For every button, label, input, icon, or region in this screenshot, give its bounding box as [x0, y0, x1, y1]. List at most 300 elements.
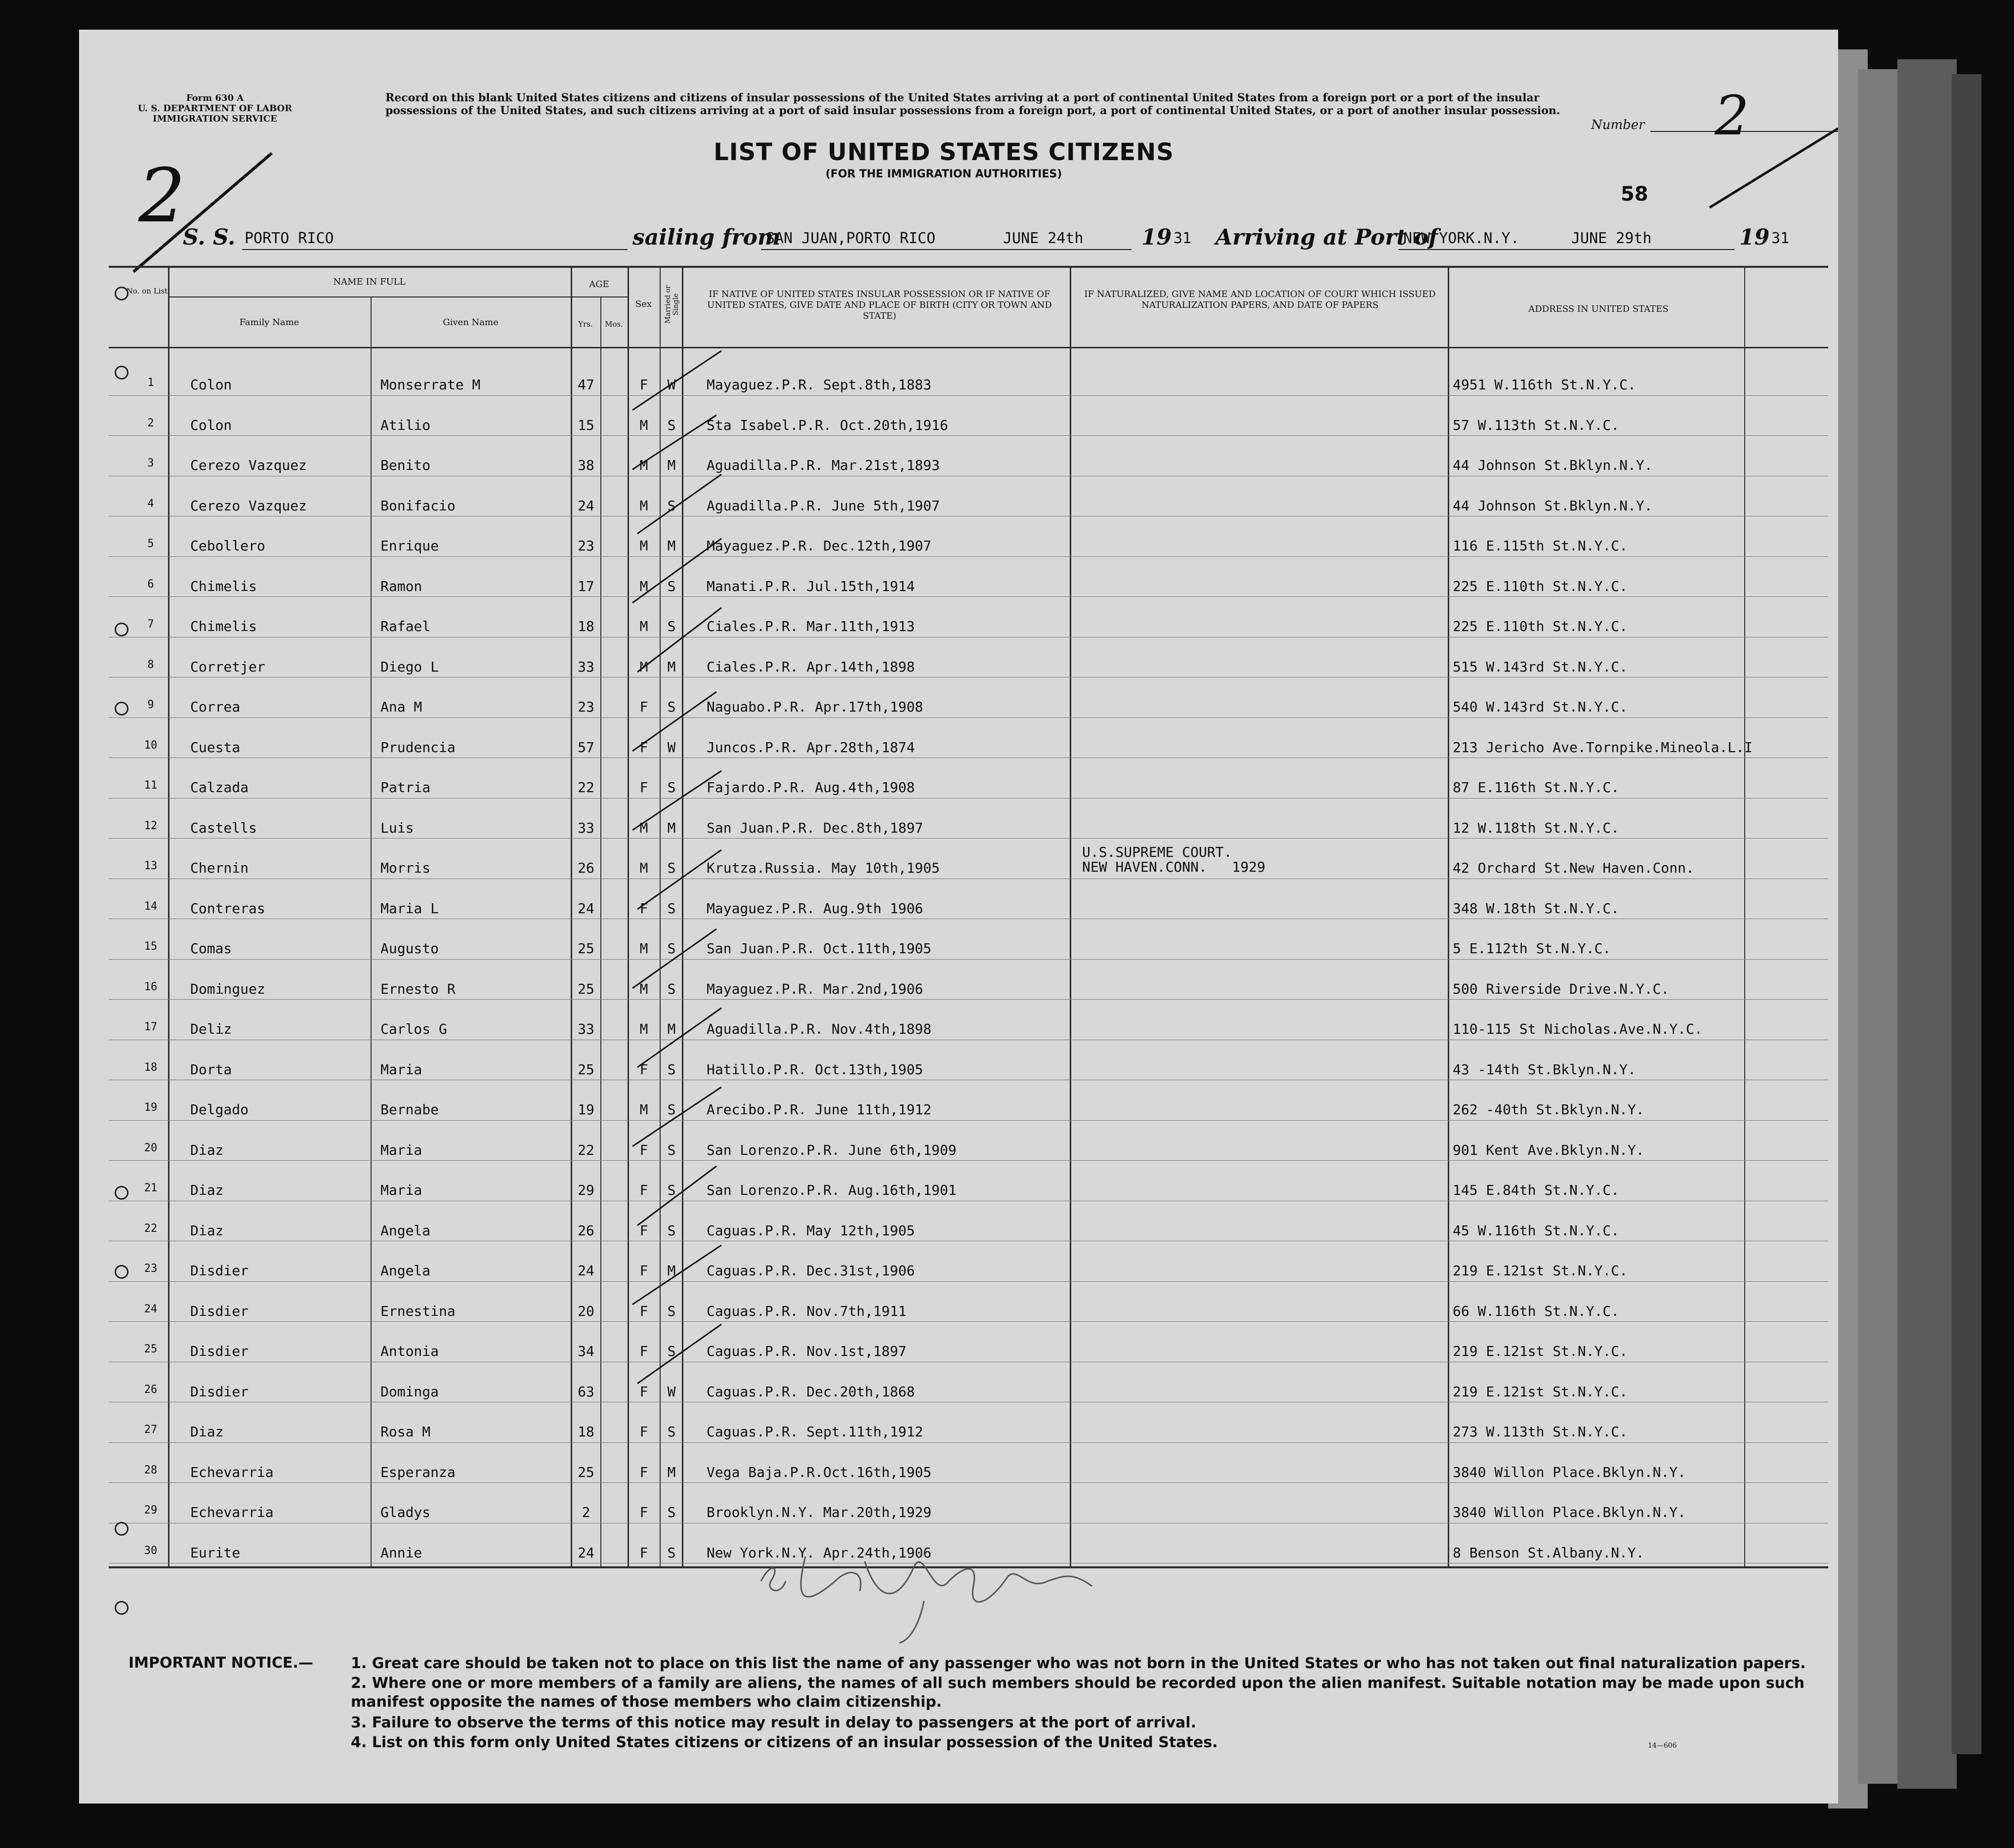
binding-hole — [115, 1522, 128, 1536]
row-rule — [109, 1120, 1828, 1121]
cell-birth: Juncos.P.R. Apr.28th,1874 — [707, 739, 915, 756]
cell-given: Annie — [380, 1544, 422, 1561]
cell-birth: Hatillo.P.R. Oct.13th,1905 — [707, 1061, 923, 1078]
header-bottom-line — [109, 347, 1828, 348]
handwritten-slash — [124, 148, 282, 277]
cell-sex: M — [639, 658, 648, 675]
page-subtitle: (FOR THE IMMIGRATION AUTHORITIES) — [825, 168, 1062, 180]
cell-family: Dominguez — [190, 980, 265, 997]
cell-ms: M — [667, 457, 676, 473]
cell-age: 25 — [578, 1464, 594, 1480]
cell-sex: F — [639, 1141, 648, 1158]
cell-sex: F — [639, 1504, 648, 1520]
cell-no: 23 — [144, 1262, 158, 1275]
cell-family: Disdier — [190, 1302, 249, 1319]
cell-ms: W — [667, 377, 676, 393]
departure-year: 31 — [1174, 230, 1192, 247]
cell-sex: M — [639, 618, 648, 634]
cell-address: 540 W.143rd St.N.Y.C. — [1453, 699, 1628, 715]
cell-birth: Mayaguez.P.R. Sept.8th,1883 — [707, 377, 932, 393]
page-stack-edge — [1858, 69, 1902, 1784]
cell-family: Disdier — [190, 1383, 249, 1400]
cell-address: 110-115 St Nicholas.Ave.N.Y.C. — [1453, 1021, 1703, 1037]
cell-sex: M — [639, 980, 648, 997]
cell-birth: Mayaguez.P.R. Aug.9th 1906 — [707, 900, 923, 917]
column-divider — [600, 296, 601, 1566]
cell-age: 15 — [578, 417, 594, 433]
column-divider — [1070, 267, 1071, 1566]
cell-address: 219 E.121st St.N.Y.C. — [1453, 1343, 1628, 1359]
cell-ms: W — [667, 739, 676, 756]
cell-age: 24 — [578, 900, 594, 917]
number-label: Number — [1591, 118, 1645, 132]
cell-age: 19 — [578, 1101, 594, 1118]
cell-family: Echevarria — [190, 1464, 274, 1480]
cell-family: Contreras — [190, 900, 265, 917]
cell-family: Disdier — [190, 1343, 249, 1359]
cell-ms: M — [667, 819, 676, 836]
cell-ms: S — [667, 699, 676, 715]
cell-address: 273 W.113th St.N.Y.C. — [1453, 1424, 1628, 1440]
cell-family: Chernin — [190, 860, 249, 876]
departure-line — [761, 249, 1132, 250]
binding-hole — [115, 702, 128, 715]
cell-ms: S — [667, 779, 676, 796]
cell-age: 25 — [578, 1061, 594, 1078]
cell-family: Diaz — [190, 1222, 224, 1239]
header-name-in-full: NAME IN FULL — [333, 277, 406, 287]
department: U. S. DEPARTMENT OF LABOR — [137, 103, 293, 114]
cell-sex: M — [639, 457, 648, 473]
arrival-year: 31 — [1771, 230, 1790, 247]
year-prefix: 19 — [1739, 225, 1770, 250]
cell-address: 3840 Willon Place.Bklyn.N.Y. — [1453, 1464, 1686, 1480]
arrival-line — [1398, 249, 1734, 250]
cell-family: Corretjer — [190, 658, 265, 675]
notice-item: 3. Failure to observe the terms of this notice may result in delay to passengers at the port of arrival. — [351, 1714, 1196, 1731]
cell-sex: M — [639, 860, 648, 876]
cell-birth: Caguas.P.R. Dec.31st,1906 — [707, 1262, 915, 1279]
cell-address: 348 W.18th St.N.Y.C. — [1453, 900, 1620, 917]
cell-family: Cuesta — [190, 739, 241, 756]
cell-sex: F — [639, 1464, 648, 1480]
cell-age: 18 — [578, 1424, 594, 1440]
cell-address: 213 Jericho Ave.Tornpike.Mineola.L.I — [1453, 739, 1753, 756]
cell-ms: M — [667, 1262, 676, 1279]
row-rule — [109, 1160, 1828, 1161]
cell-age: 22 — [578, 1141, 594, 1158]
handwritten-check-marks — [623, 346, 731, 1532]
cell-no: 19 — [144, 1101, 158, 1114]
cell-age: 24 — [578, 1262, 594, 1279]
cell-sex: F — [639, 739, 648, 756]
row-rule — [109, 717, 1828, 718]
cell-ms: S — [667, 578, 676, 594]
cell-sex: F — [639, 1424, 648, 1440]
cell-given: Maria — [380, 1141, 422, 1158]
cell-no: 24 — [144, 1302, 158, 1315]
cell-ms: S — [667, 618, 676, 634]
cell-birth: Caguas.P.R. Nov.1st,1897 — [707, 1343, 907, 1359]
cell-family: Colon — [190, 417, 232, 433]
ship-line — [242, 249, 628, 250]
cell-age: 34 — [578, 1343, 594, 1359]
page-title: LIST OF UNITED STATES CITIZENS — [713, 138, 1174, 166]
cell-ms: S — [667, 497, 676, 514]
notice-item: 1. Great care should be taken not to place on this list the name of any passenger who was not born in the United States or who has not taken out final naturalization papers. — [351, 1655, 1806, 1672]
cell-birth: Caguas.P.R. May 12th,1905 — [707, 1222, 915, 1239]
cell-family: Chimelis — [190, 578, 257, 594]
cell-address: 225 E.110th St.N.Y.C. — [1453, 578, 1628, 594]
row-rule — [109, 1482, 1828, 1483]
cell-sex: F — [639, 900, 648, 917]
cell-ms: S — [667, 1343, 676, 1359]
cell-sex: M — [639, 1021, 648, 1037]
cell-family: Comas — [190, 940, 232, 957]
page-stack-edge — [1897, 59, 1957, 1789]
cell-no: 16 — [144, 980, 158, 993]
cell-sex: M — [639, 578, 648, 594]
cell-no: 4 — [147, 497, 154, 510]
cell-age: 20 — [578, 1302, 594, 1319]
cell-age: 26 — [578, 1222, 594, 1239]
notice-item: 4. List on this form only United States citizens or citizens of an insular possession of the United States. — [351, 1734, 1218, 1751]
departure-date: JUNE 24th — [1003, 230, 1084, 247]
cell-ms: S — [667, 980, 676, 997]
cell-given: Enrique — [380, 538, 439, 554]
cell-address: 43 -14th St.Bklyn.N.Y. — [1453, 1061, 1636, 1078]
cell-sex: M — [639, 497, 648, 514]
cell-ms: S — [667, 1101, 676, 1118]
cell-no: 17 — [144, 1021, 158, 1033]
cell-no: 30 — [144, 1544, 158, 1557]
cell-given: Rosa M — [380, 1424, 431, 1440]
cell-age: 26 — [578, 860, 594, 876]
cell-birth: Ciales.P.R. Mar.11th,1913 — [707, 618, 915, 634]
cell-age: 23 — [578, 699, 594, 715]
cell-sex: M — [639, 819, 648, 836]
cell-no: 21 — [144, 1182, 158, 1194]
cell-ms: S — [667, 1302, 676, 1319]
cell-birth: Naguabo.P.R. Apr.17th,1908 — [707, 699, 923, 715]
cell-sex: M — [639, 1101, 648, 1118]
cell-address: 12 W.118th St.N.Y.C. — [1453, 819, 1620, 836]
cell-age: 22 — [578, 779, 594, 796]
manifest-page — [79, 30, 1838, 1804]
cell-birth: San Lorenzo.P.R. Aug.16th,1901 — [707, 1182, 957, 1198]
cell-address: 219 E.121st St.N.Y.C. — [1453, 1383, 1628, 1400]
cell-sex: F — [639, 377, 648, 393]
sailing-label: sailing from — [632, 225, 781, 250]
cell-no: 12 — [144, 819, 158, 832]
cell-address: 8 Benson St.Albany.N.Y. — [1453, 1544, 1644, 1561]
cell-sex: F — [639, 1262, 648, 1279]
cell-age: 23 — [578, 538, 594, 554]
binding-hole — [115, 623, 128, 636]
row-rule — [109, 999, 1828, 1000]
handwritten-slash — [1700, 119, 1838, 217]
cell-family: Cebollero — [190, 538, 265, 554]
cell-birth: Sta Isabel.P.R. Oct.20th,1916 — [707, 417, 948, 433]
cell-given: Morris — [380, 860, 431, 876]
cell-family: Colon — [190, 377, 232, 393]
cell-no: 29 — [144, 1504, 158, 1516]
cell-age: 24 — [578, 1544, 594, 1561]
cell-ms: S — [667, 1504, 676, 1520]
header-sex: Sex — [635, 299, 652, 309]
cell-given: Gladys — [380, 1504, 431, 1520]
cell-age: 47 — [578, 377, 594, 393]
cell-given: Patria — [380, 779, 431, 796]
cell-ms: S — [667, 860, 676, 876]
header-mos: Mos. — [605, 320, 623, 329]
cell-ms: S — [667, 1544, 676, 1561]
cell-address: 4951 W.116th St.N.Y.C. — [1453, 377, 1636, 393]
cell-age: 29 — [578, 1182, 594, 1198]
number-value: 2 — [1715, 84, 1749, 147]
cell-family: Cerezo Vazquez — [190, 497, 307, 514]
column-divider — [371, 296, 372, 1566]
cell-address: 45 W.116th St.N.Y.C. — [1453, 1222, 1620, 1239]
cell-ms: M — [667, 538, 676, 554]
cell-birth: Caguas.P.R. Sept.11th,1912 — [707, 1424, 923, 1440]
cell-birth: Mayaguez.P.R. Dec.12th,1907 — [707, 538, 932, 554]
inspector-signature — [751, 1527, 1107, 1645]
row-rule — [109, 959, 1828, 960]
cell-ms: S — [667, 1141, 676, 1158]
cell-given: Bernabe — [380, 1101, 439, 1118]
cell-given: Rafael — [380, 618, 431, 634]
header-address: ADDRESS IN UNITED STATES — [1528, 304, 1669, 314]
cell-no: 22 — [144, 1222, 158, 1235]
header-yrs: Yrs. — [578, 320, 593, 329]
cell-birth: Manati.P.R. Jul.15th,1914 — [707, 578, 915, 594]
notice-heading: IMPORTANT NOTICE.— — [128, 1654, 313, 1672]
column-divider — [1448, 267, 1449, 1566]
cell-ms: S — [667, 1061, 676, 1078]
cell-birth: Arecibo.P.R. June 11th,1912 — [707, 1101, 932, 1118]
row-rule — [109, 395, 1828, 396]
cell-birth: Krutza.Russia. May 10th,1905 — [707, 860, 940, 876]
cell-sex: F — [639, 779, 648, 796]
cell-ms: S — [667, 940, 676, 957]
cell-sex: F — [639, 1061, 648, 1078]
cell-ms: S — [667, 417, 676, 433]
cell-nat: U.S.SUPREME COURT. NEW HAVEN.CONN. 1929 — [1082, 844, 1265, 875]
cell-ms: W — [667, 1383, 676, 1400]
cell-family: Echevarria — [190, 1504, 274, 1520]
arrival-port: NEW YORK.N.Y. — [1403, 230, 1519, 247]
cell-family: Correa — [190, 699, 241, 715]
cell-ms: S — [667, 1222, 676, 1239]
cell-birth: Brooklyn.N.Y. Mar.20th,1929 — [707, 1504, 932, 1520]
cell-family: Delgado — [190, 1101, 249, 1118]
cell-address: 219 E.121st St.N.Y.C. — [1453, 1262, 1628, 1279]
row-rule — [109, 1321, 1828, 1322]
cell-ms: S — [667, 1424, 676, 1440]
cell-family: Diaz — [190, 1141, 224, 1158]
cell-address: 3840 Willon Place.Bklyn.N.Y. — [1453, 1504, 1686, 1520]
cell-sex: M — [639, 538, 648, 554]
cell-address: 87 E.116th St.N.Y.C. — [1453, 779, 1620, 796]
cell-family: Chimelis — [190, 618, 257, 634]
notice-item: 2. Where one or more members of a family are aliens, the names of all such members should be recorded upon the alien manifest. Suitable notation may be made upon such manifest opposite the names of those members who claim citizenship. — [351, 1675, 1805, 1711]
departure-port: SAN JUAN,PORTO RICO — [766, 230, 936, 247]
page-stack-edge — [1952, 74, 1981, 1754]
cell-no: 26 — [144, 1383, 158, 1396]
binding-hole — [115, 1265, 128, 1279]
header-birth: IF NATIVE OF UNITED STATES INSULAR POSSESSION OR IF NATIVE OF UNITED STATES, GIVE DATE AND PLACE OF BIRTH (CITY OR TOWN AND STATE) — [707, 289, 1052, 321]
ss-label: S. S. — [183, 225, 236, 250]
cell-no: 28 — [144, 1464, 158, 1476]
row-rule — [109, 596, 1828, 597]
cell-birth: Mayaguez.P.R. Mar.2nd,1906 — [707, 980, 923, 997]
row-rule — [109, 556, 1828, 557]
form-code: 14—606 — [1648, 1742, 1677, 1750]
header-naturalization: IF NATURALIZED, GIVE NAME AND LOCATION OF COURT WHICH ISSUED NATURALIZATION PAPERS, AND DATE OF PAPERS — [1084, 289, 1436, 310]
year-prefix: 19 — [1141, 225, 1172, 250]
cell-address: 262 -40th St.Bklyn.N.Y. — [1453, 1101, 1644, 1118]
binding-hole — [115, 287, 128, 300]
cell-age: 57 — [578, 739, 594, 756]
cell-sex: F — [639, 1343, 648, 1359]
cell-age: 33 — [578, 658, 594, 675]
cell-given: Bonifacio — [380, 497, 456, 514]
cell-age: 25 — [578, 980, 594, 997]
cell-ms: M — [667, 1464, 676, 1480]
service: IMMIGRATION SERVICE — [153, 114, 277, 124]
cell-sex: F — [639, 699, 648, 715]
form-number: Form 630 A — [186, 93, 244, 103]
cell-ms: M — [667, 658, 676, 675]
cell-no: 10 — [144, 739, 158, 752]
header-given-name: Given Name — [443, 317, 499, 328]
cell-no: 9 — [147, 699, 154, 711]
cell-address: 44 Johnson St.Bklyn.N.Y. — [1453, 457, 1653, 473]
cell-birth: Caguas.P.R. Nov.7th,1911 — [707, 1302, 907, 1319]
cell-given: Maria L — [380, 900, 439, 917]
cell-birth: Aguadilla.P.R. June 5th,1907 — [707, 497, 940, 514]
cell-no: 11 — [144, 779, 158, 792]
cell-age: 38 — [578, 457, 594, 473]
cell-given: Ana M — [380, 699, 422, 715]
cell-family: Dorta — [190, 1061, 232, 1078]
cell-no: 13 — [144, 860, 158, 872]
cell-family: Diaz — [190, 1182, 224, 1198]
page-stamp: 58 — [1621, 183, 1648, 206]
handwritten-corner-mark: 2 — [138, 153, 186, 239]
cell-age: 25 — [578, 940, 594, 957]
cell-no: 25 — [144, 1343, 158, 1355]
cell-sex: M — [639, 940, 648, 957]
header-no-on-list: No. on List — [126, 287, 168, 295]
cell-no: 3 — [147, 457, 154, 469]
cell-given: Ramon — [380, 578, 422, 594]
cell-no: 27 — [144, 1424, 158, 1436]
cell-no: 7 — [147, 618, 154, 630]
arrival-date: JUNE 29th — [1571, 230, 1652, 247]
cell-birth: Aguadilla.P.R. Mar.21st,1893 — [707, 457, 940, 473]
cell-birth: Caguas.P.R. Dec.20th,1868 — [707, 1383, 915, 1400]
cell-sex: M — [639, 417, 648, 433]
cell-sex: F — [639, 1182, 648, 1198]
binding-hole — [115, 366, 128, 379]
cell-sex: F — [639, 1383, 648, 1400]
cell-given: Angela — [380, 1262, 431, 1279]
cell-birth: San Juan.P.R. Oct.11th,1905 — [707, 940, 932, 957]
cell-family: Diaz — [190, 1424, 224, 1440]
cell-age: 17 — [578, 578, 594, 594]
cell-address: 901 Kent Ave.Bklyn.N.Y. — [1453, 1141, 1644, 1158]
cell-address: 515 W.143rd St.N.Y.C. — [1453, 658, 1628, 675]
cell-sex: F — [639, 1222, 648, 1239]
cell-sex: F — [639, 1544, 648, 1561]
row-rule — [109, 838, 1828, 839]
arriving-label: Arriving at Port of — [1216, 225, 1438, 250]
cell-address: 225 E.110th St.N.Y.C. — [1453, 618, 1628, 634]
cell-address: 145 E.84th St.N.Y.C. — [1453, 1182, 1620, 1198]
cell-sex: F — [639, 1302, 648, 1319]
cell-given: Maria — [380, 1182, 422, 1198]
table-top-border — [109, 266, 1828, 268]
header-married-single: Married or Single — [664, 285, 680, 324]
cell-no: 15 — [144, 940, 158, 953]
cell-no: 20 — [144, 1141, 158, 1154]
row-rule — [109, 435, 1828, 436]
cell-address: 42 Orchard St.New Haven.Conn. — [1453, 860, 1694, 876]
cell-given: Luis — [380, 819, 414, 836]
cell-given: Monserrate M — [380, 377, 481, 393]
row-rule — [109, 1442, 1828, 1443]
header-family-name: Family Name — [239, 317, 299, 328]
cell-no: 1 — [147, 377, 154, 389]
preamble-text: Record on this blank United States citizens and citizens of insular possessions of the United States arriving at a port of continental United States from a foreign port or a port of the insular possessions of the United States, and such citizens arriving at a port of said insular possessions from a foreign port, a port of continental United States, or a port of another insular possession. — [385, 91, 1560, 117]
cell-no: 2 — [147, 417, 154, 429]
cell-age: 33 — [578, 819, 594, 836]
cell-birth: San Juan.P.R. Dec.8th,1897 — [707, 819, 923, 836]
cell-address: 5 E.112th St.N.Y.C. — [1453, 940, 1611, 957]
cell-ms: S — [667, 1182, 676, 1198]
cell-birth: Fajardo.P.R. Aug.4th,1908 — [707, 779, 915, 796]
cell-no: 8 — [147, 658, 154, 671]
cell-no: 6 — [147, 578, 154, 590]
header-sub-line — [168, 296, 628, 297]
cell-no: 5 — [147, 538, 154, 550]
cell-address: 500 Riverside Drive.N.Y.C. — [1453, 980, 1670, 997]
cell-birth: Vega Baja.P.R.Oct.16th,1905 — [707, 1464, 932, 1480]
binding-hole — [115, 1186, 128, 1200]
cell-family: Deliz — [190, 1021, 232, 1037]
cell-given: Esperanza — [380, 1464, 456, 1480]
cell-address: 44 Johnson St.Bklyn.N.Y. — [1453, 497, 1653, 514]
cell-age: 2 — [582, 1504, 590, 1520]
cell-given: Antonia — [380, 1343, 439, 1359]
cell-given: Angela — [380, 1222, 431, 1239]
cell-birth: San Lorenzo.P.R. June 6th,1909 — [707, 1141, 957, 1158]
cell-address: 66 W.116th St.N.Y.C. — [1453, 1302, 1620, 1319]
cell-given: Dominga — [380, 1383, 439, 1400]
cell-given: Diego L — [380, 658, 439, 675]
cell-given: Maria — [380, 1061, 422, 1078]
cell-birth: Ciales.P.R. Apr.14th,1898 — [707, 658, 915, 675]
header-age: AGE — [589, 279, 609, 290]
ship-name: PORTO RICO — [245, 230, 334, 247]
cell-given: Carlos G — [380, 1021, 447, 1037]
column-divider — [168, 267, 169, 1566]
cell-ms: M — [667, 1021, 676, 1037]
cell-given: Prudencia — [380, 739, 456, 756]
cell-ms: S — [667, 900, 676, 917]
